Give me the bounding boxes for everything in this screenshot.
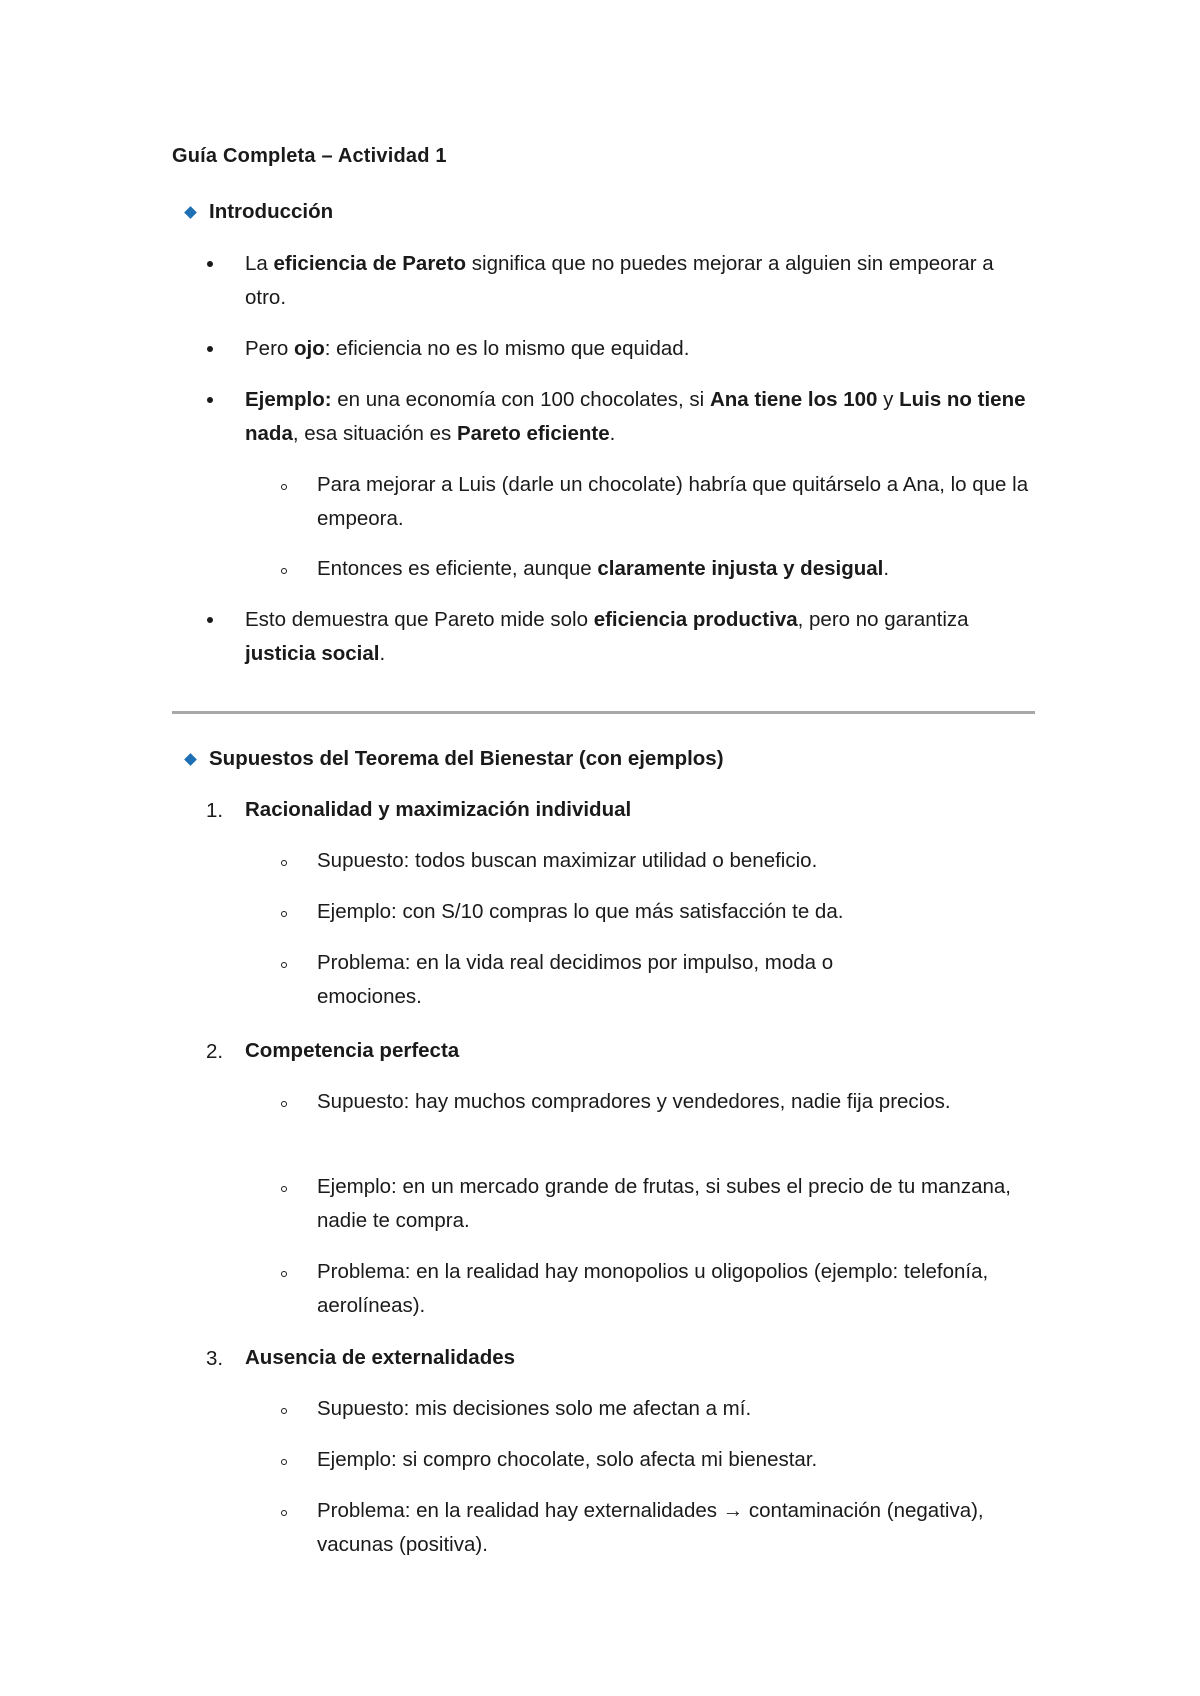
list-subitem	[317, 552, 1037, 586]
list-subitem: Problema: en la realidad hay externalidades → contaminación (negativa), vacunas (positiva).	[317, 1499, 984, 1556]
section-heading-introduccion	[182, 200, 333, 224]
sub-bullet-icon	[281, 1101, 287, 1107]
bold-text: Pareto eficiente	[456, 422, 610, 445]
list-item	[245, 383, 1045, 451]
diamond-bullet-icon	[184, 206, 197, 219]
bold-text: justicia social	[245, 642, 380, 665]
list-item	[245, 247, 1005, 315]
list-subitem: Problema: en la vida real decidimos por impulso, moda o emociones.	[317, 951, 834, 1008]
list-item	[245, 332, 1045, 366]
bold-text: eficiencia de Pareto	[273, 252, 467, 275]
section-heading-label: Introducción	[209, 200, 334, 223]
list-subitem: Ejemplo: si compro chocolate, solo afecta mi bienestar.	[317, 1448, 818, 1471]
sub-bullet-icon	[281, 911, 287, 917]
bold-text: claramente injusta y desigual	[597, 557, 884, 580]
sub-bullet-icon	[281, 1271, 287, 1277]
text-run: : eficiencia no es lo mismo que equidad.	[324, 337, 690, 360]
sub-bullet-icon	[281, 1459, 287, 1465]
numbered-item-title: Racionalidad y maximización individual	[245, 798, 632, 821]
sub-bullet-icon	[281, 962, 287, 968]
text-run: Pero	[245, 337, 294, 360]
list-subitem: Ejemplo: en un mercado grande de frutas, si subes el precio de tu manzana, nadie te compra.	[317, 1175, 1011, 1232]
sub-bullet-icon	[281, 1510, 287, 1516]
bullet-icon	[207, 397, 213, 403]
bullet-icon	[207, 261, 213, 267]
bold-text: Ana tiene los 100	[709, 388, 878, 411]
text-run: , esa situación es	[292, 422, 457, 445]
bullet-icon	[207, 346, 213, 352]
numbered-item-title: Ausencia de externalidades	[245, 1346, 516, 1369]
horizontal-divider	[172, 711, 1035, 714]
list-subitem: Problema: en la realidad hay monopolios u oligopolios (ejemplo: telefonía, aerolíneas).	[317, 1260, 989, 1317]
text-run: La	[245, 252, 274, 275]
diamond-bullet-icon	[184, 753, 197, 766]
section-heading-label: Supuestos del Teorema del Bienestar (con ejemplos)	[209, 747, 724, 770]
list-number: 2.	[206, 1040, 224, 1063]
text-run: .	[609, 422, 616, 445]
list-number: 3.	[206, 1347, 224, 1370]
text-run: .	[379, 642, 386, 665]
list-subitem: Para mejorar a Luis (darle un chocolate) habría que quitárselo a Ana, lo que la empeora.	[317, 473, 1029, 530]
numbered-item-title: Competencia perfecta	[245, 1039, 460, 1062]
bold-text: Ejemplo:	[245, 388, 332, 411]
text-run: Esto demuestra que Pareto mide solo	[245, 608, 594, 631]
list-item	[245, 603, 1005, 671]
list-subitem: Supuesto: todos buscan maximizar utilidad o beneficio.	[317, 849, 818, 872]
document-title: Guía Completa – Actividad 1	[172, 145, 447, 167]
text-run: significa que no puedes mejorar a alguien sin empeorar a otro.	[245, 252, 994, 309]
text-run: en una economía con 100 chocolates, si	[331, 388, 710, 411]
list-number: 1.	[206, 799, 224, 822]
bold-text: Luis no tiene nada	[245, 388, 1026, 445]
text-run: , pero no garantiza	[797, 608, 969, 631]
section-heading-supuestos	[182, 747, 724, 771]
text-run: .	[883, 557, 890, 580]
sub-bullet-icon	[281, 1186, 287, 1192]
text-run: y	[877, 388, 900, 411]
sub-bullet-icon	[281, 484, 287, 490]
list-subitem: Supuesto: mis decisiones solo me afectan a mí.	[317, 1397, 752, 1420]
sub-bullet-icon	[281, 1408, 287, 1414]
bold-text: ojo	[294, 337, 325, 360]
bullet-icon	[207, 617, 213, 623]
sub-bullet-icon	[281, 568, 287, 574]
bold-text: eficiencia productiva	[593, 608, 798, 631]
list-subitem: Supuesto: hay muchos compradores y vendedores, nadie fija precios.	[317, 1090, 951, 1113]
list-subitem: Ejemplo: con S/10 compras lo que más satisfacción te da.	[317, 900, 844, 923]
text-run: Entonces es eficiente, aunque	[317, 557, 598, 580]
sub-bullet-icon	[281, 860, 287, 866]
